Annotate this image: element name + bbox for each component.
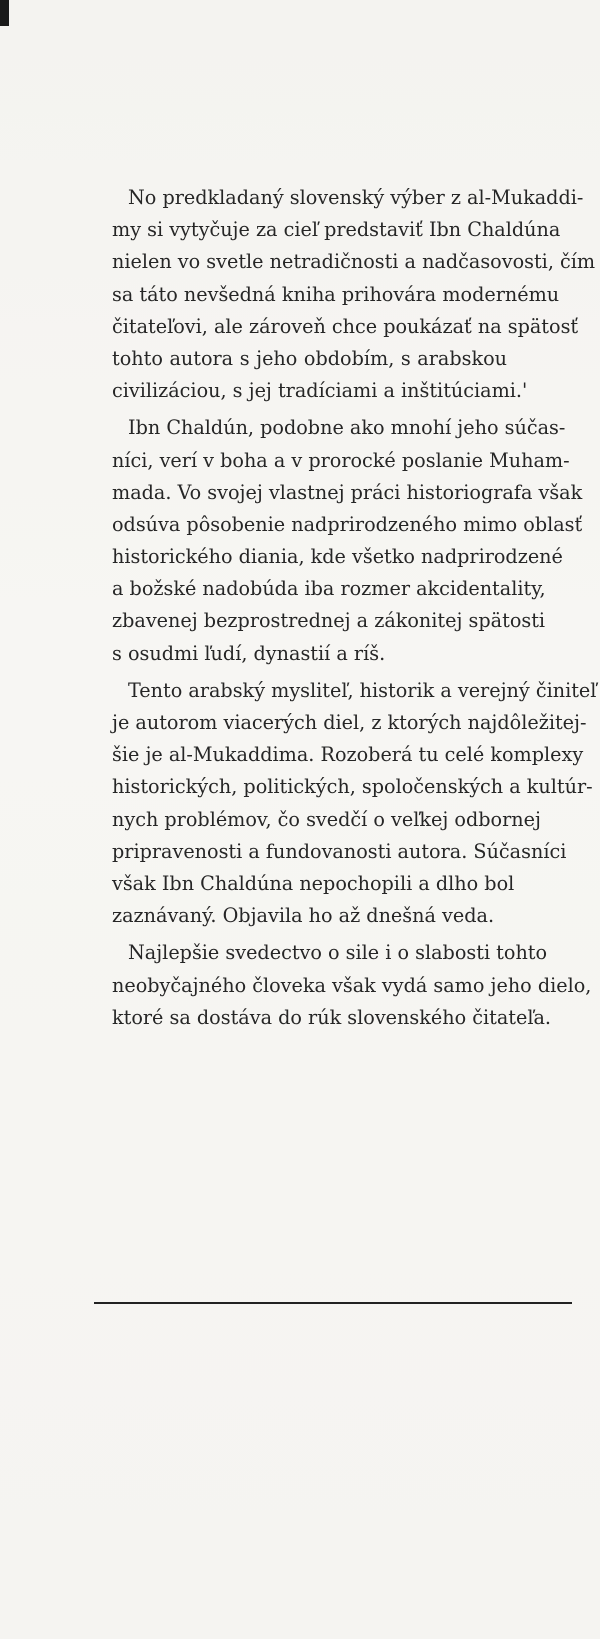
text-line: pripravenosti a fundovanosti autora. Súčasníci: [112, 839, 567, 863]
paragraph-1: [112, 182, 596, 407]
text-line: my si vytyčuje za cieľ predstaviť Ibn Chaldúna: [112, 218, 561, 242]
text-line: odsúva pôsobenie nadprirodzeného mimo oblasť: [112, 512, 583, 536]
text-line: ktoré sa dostáva do rúk slovenského čitateľa.: [112, 1005, 551, 1029]
paragraph-3: [112, 675, 597, 933]
text-line: mada. Vo svojej vlastnej práci historiografa však: [112, 480, 583, 504]
text-line: nielen vo svetle netradičnosti a nadčasovosti, čím: [112, 250, 596, 274]
text-line: zbavenej bezprostrednej a zákonitej spätosti: [112, 609, 546, 633]
blurb-text: [112, 182, 597, 1034]
text-line: je autorom viacerých diel, z ktorých najdôležitej-: [112, 711, 587, 734]
paragraph-2: [112, 412, 583, 670]
text-line: neobyčajného človeka však vydá samo jeho dielo,: [112, 973, 592, 997]
text-line: však Ibn Chaldúna nepochopili a dlho bol: [112, 871, 515, 895]
paragraph-4: [112, 937, 592, 1034]
text-line: zaznávaný. Objavila ho až dnešná veda.: [112, 904, 495, 928]
text-line: civilizáciou, s jej tradíciami a inštitúciami.': [112, 379, 528, 403]
text-line: Ibn Chaldún, podobne ako mnohí jeho súčas-: [128, 416, 566, 440]
text-line: nych problémov, čo svedčí o veľkej odbornej: [112, 807, 541, 831]
text-line: sa táto nevšedná kniha prihovára modernému: [112, 282, 560, 306]
text-line: historického diania, kde všetko nadprirodzené: [112, 545, 563, 569]
text-line: tohto autora s jeho obdobím, s arabskou: [112, 346, 507, 370]
corner-scan-mark: [0, 0, 9, 26]
horizontal-rule: [94, 1302, 572, 1304]
text-line: a božské nadobúda iba rozmer akcidentality,: [112, 577, 546, 601]
text-line: Tento arabský mysliteľ, historik a verejný činiteľ: [128, 678, 597, 702]
text-line: No predkladaný slovenský výber z al-Mukaddi-: [128, 186, 584, 209]
text-line: s osudmi ľudí, dynastií a ríš.: [112, 641, 386, 665]
text-line: čitateľovi, ale zároveň chce poukázať na spätosť: [112, 314, 579, 338]
text-line: Najlepšie svedectvo o sile i o slabosti tohto: [128, 941, 548, 965]
text-line: níci, verí v boha a v prorocké poslanie Muham-: [112, 448, 570, 472]
text-line: historických, politických, spoločenských a kultúr-: [112, 775, 593, 799]
text-line: šie je al-Mukaddima. Rozoberá tu celé komplexy: [112, 743, 584, 767]
